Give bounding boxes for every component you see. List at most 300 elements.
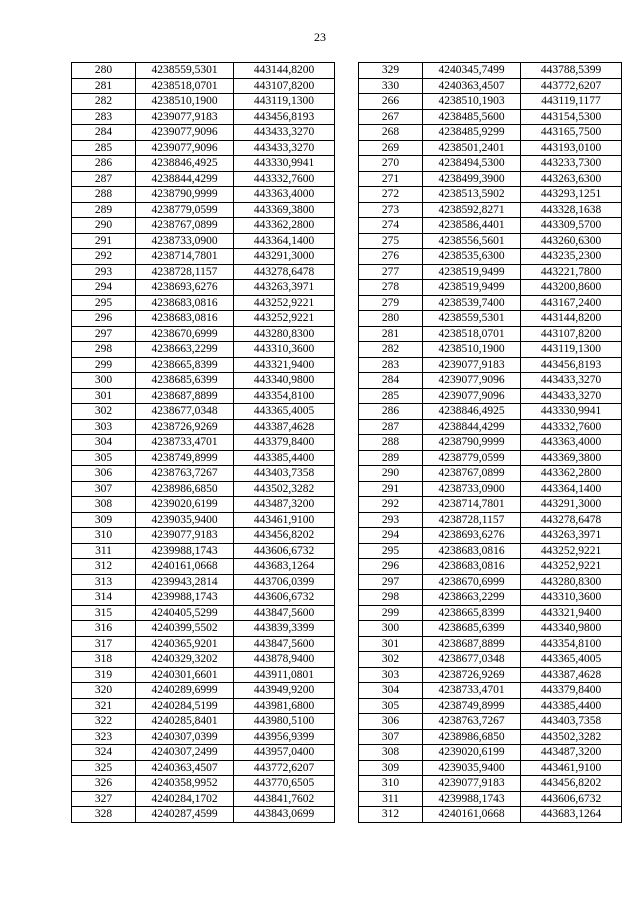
point-number-cell: 308 [72,497,136,513]
x-coordinate-cell: 4239035,9400 [136,512,234,528]
x-coordinate-cell: 4240284,5199 [136,698,234,714]
x-coordinate-cell: 4239077,9183 [423,776,521,792]
y-coordinate-cell: 443772,6207 [234,760,335,776]
table-row [72,94,335,110]
table-row [72,342,335,358]
y-coordinate-cell: 443433,3270 [521,388,622,404]
table-row [359,264,622,280]
point-number-cell: 297 [359,574,423,590]
x-coordinate-cell: 4238846,4925 [136,156,234,172]
point-number-cell: 273 [359,202,423,218]
x-coordinate-cell: 4238779,0599 [136,202,234,218]
x-coordinate-cell: 4238519,9499 [423,264,521,280]
x-coordinate-cell: 4240284,1702 [136,791,234,807]
y-coordinate-cell: 443369,3800 [521,450,622,466]
table-body [72,63,335,823]
point-number-cell: 282 [359,342,423,358]
point-number-cell: 284 [359,373,423,389]
y-coordinate-cell: 443291,3000 [234,249,335,265]
table-row [72,574,335,590]
point-number-cell: 306 [359,714,423,730]
x-coordinate-cell: 4238733,0900 [423,481,521,497]
y-coordinate-cell: 443260,6300 [521,233,622,249]
x-coordinate-cell: 4238687,8899 [136,388,234,404]
point-number-cell: 324 [72,745,136,761]
table-row [72,667,335,683]
page-number: 23 [314,30,326,44]
y-coordinate-cell: 443456,8193 [234,109,335,125]
y-coordinate-cell: 443839,3399 [234,621,335,637]
table-row [72,559,335,575]
table-row [72,311,335,327]
point-number-cell: 326 [72,776,136,792]
table-row [359,636,622,652]
point-number-cell: 316 [72,621,136,637]
table-row [72,233,335,249]
x-coordinate-cell: 4238685,6399 [136,373,234,389]
x-coordinate-cell: 4239035,9400 [423,760,521,776]
x-coordinate-cell: 4240405,5299 [136,605,234,621]
table-body [359,63,622,823]
point-number-cell: 289 [72,202,136,218]
x-coordinate-cell: 4238767,0899 [423,466,521,482]
table-row [359,125,622,141]
y-coordinate-cell: 443461,9100 [521,760,622,776]
y-coordinate-cell: 443403,7358 [234,466,335,482]
table-row [359,419,622,435]
y-coordinate-cell: 443379,8400 [234,435,335,451]
x-coordinate-cell: 4240307,2499 [136,745,234,761]
point-number-cell: 280 [72,63,136,79]
x-coordinate-cell: 4239077,9183 [423,357,521,373]
point-number-cell: 270 [359,156,423,172]
point-number-cell: 301 [359,636,423,652]
x-coordinate-cell: 4238518,0701 [423,326,521,342]
y-coordinate-cell: 443956,9399 [234,729,335,745]
table-row [72,698,335,714]
x-coordinate-cell: 4240285,8401 [136,714,234,730]
x-coordinate-cell: 4238670,6999 [136,326,234,342]
x-coordinate-cell: 4239988,1743 [136,590,234,606]
point-number-cell: 303 [359,667,423,683]
x-coordinate-cell: 4240358,9952 [136,776,234,792]
point-number-cell: 289 [359,450,423,466]
x-coordinate-cell: 4238728,1157 [136,264,234,280]
point-number-cell: 307 [72,481,136,497]
table-row [72,590,335,606]
point-number-cell: 299 [72,357,136,373]
y-coordinate-cell: 443683,1264 [521,807,622,823]
x-coordinate-cell: 4240363,4507 [423,78,521,94]
table-row [72,63,335,79]
table-row [359,714,622,730]
y-coordinate-cell: 443770,6505 [234,776,335,792]
y-coordinate-cell: 443911,0801 [234,667,335,683]
x-coordinate-cell: 4238586,4401 [423,218,521,234]
x-coordinate-cell: 4238683,0816 [136,295,234,311]
y-coordinate-cell: 443200,8600 [521,280,622,296]
x-coordinate-cell: 4238844,4299 [136,171,234,187]
x-coordinate-cell: 4238665,8399 [423,605,521,621]
x-coordinate-cell: 4238535,6300 [423,249,521,265]
table-row [359,683,622,699]
table-row [359,404,622,420]
x-coordinate-cell: 4239077,9096 [136,125,234,141]
point-number-cell: 291 [359,481,423,497]
x-coordinate-cell: 4239020,6199 [423,745,521,761]
table-row [359,326,622,342]
x-coordinate-cell: 4238539,7400 [423,295,521,311]
x-coordinate-cell: 4239077,9096 [136,140,234,156]
x-coordinate-cell: 4240365,9201 [136,636,234,652]
y-coordinate-cell: 443278,6478 [521,512,622,528]
point-number-cell: 318 [72,652,136,668]
y-coordinate-cell: 443362,2800 [234,218,335,234]
point-number-cell: 304 [359,683,423,699]
y-coordinate-cell: 443321,9400 [521,605,622,621]
point-number-cell: 274 [359,218,423,234]
y-coordinate-cell: 443193,0100 [521,140,622,156]
x-coordinate-cell: 4238749,8999 [136,450,234,466]
point-number-cell: 317 [72,636,136,652]
table-row [359,94,622,110]
y-coordinate-cell: 443606,6732 [234,590,335,606]
x-coordinate-cell: 4238779,0599 [423,450,521,466]
x-coordinate-cell: 4238677,0348 [136,404,234,420]
y-coordinate-cell: 443119,1300 [234,94,335,110]
table-row [72,249,335,265]
y-coordinate-cell: 443107,8200 [234,78,335,94]
table-row [72,78,335,94]
x-coordinate-cell: 4238846,4925 [423,404,521,420]
x-coordinate-cell: 4240301,6601 [136,667,234,683]
table-row [359,466,622,482]
y-coordinate-cell: 443280,8300 [521,574,622,590]
point-number-cell: 271 [359,171,423,187]
y-coordinate-cell: 443362,2800 [521,466,622,482]
x-coordinate-cell: 4238683,0816 [136,311,234,327]
y-coordinate-cell: 443107,8200 [521,326,622,342]
x-coordinate-cell: 4240307,0399 [136,729,234,745]
point-number-cell: 309 [359,760,423,776]
point-number-cell: 276 [359,249,423,265]
y-coordinate-cell: 443144,8200 [234,63,335,79]
table-row [359,280,622,296]
y-coordinate-cell: 443847,5600 [234,605,335,621]
y-coordinate-cell: 443456,8202 [521,776,622,792]
point-number-cell: 322 [72,714,136,730]
table-row [359,776,622,792]
y-coordinate-cell: 443878,9400 [234,652,335,668]
y-coordinate-cell: 443706,0399 [234,574,335,590]
table-row [359,109,622,125]
y-coordinate-cell: 443328,1638 [521,202,622,218]
y-coordinate-cell: 443949,9200 [234,683,335,699]
y-coordinate-cell: 443843,0699 [234,807,335,823]
table-row [359,559,622,575]
table-row [72,497,335,513]
point-number-cell: 292 [359,497,423,513]
x-coordinate-cell: 4240287,4599 [136,807,234,823]
y-coordinate-cell: 443461,9100 [234,512,335,528]
table-row [72,760,335,776]
point-number-cell: 304 [72,435,136,451]
x-coordinate-cell: 4238665,8399 [136,357,234,373]
x-coordinate-cell: 4238763,7267 [423,714,521,730]
point-number-cell: 301 [72,388,136,404]
y-coordinate-cell: 443154,5300 [521,109,622,125]
point-number-cell: 310 [72,528,136,544]
point-number-cell: 305 [72,450,136,466]
x-coordinate-cell: 4238726,9269 [423,667,521,683]
point-number-cell: 288 [359,435,423,451]
y-coordinate-cell: 443278,6478 [234,264,335,280]
y-coordinate-cell: 443487,3200 [234,497,335,513]
y-coordinate-cell: 443456,8202 [234,528,335,544]
table-row [72,791,335,807]
table-row [72,419,335,435]
x-coordinate-cell: 4238726,9269 [136,419,234,435]
point-number-cell: 309 [72,512,136,528]
table-row [72,264,335,280]
y-coordinate-cell: 443252,9221 [521,559,622,575]
y-coordinate-cell: 443340,9800 [521,621,622,637]
y-coordinate-cell: 443119,1177 [521,94,622,110]
point-number-cell: 275 [359,233,423,249]
y-coordinate-cell: 443321,9400 [234,357,335,373]
table-row [359,187,622,203]
point-number-cell: 267 [359,109,423,125]
y-coordinate-cell: 443340,9800 [234,373,335,389]
point-number-cell: 296 [72,311,136,327]
table-row [72,125,335,141]
table-row [72,404,335,420]
table-row [359,78,622,94]
y-coordinate-cell: 443387,4628 [234,419,335,435]
table-row [72,450,335,466]
x-coordinate-cell: 4240363,4507 [136,760,234,776]
table-row [72,714,335,730]
point-number-cell: 285 [359,388,423,404]
y-coordinate-cell: 443263,6300 [521,171,622,187]
x-coordinate-cell: 4238687,8899 [423,636,521,652]
y-coordinate-cell: 443788,5399 [521,63,622,79]
y-coordinate-cell: 443363,4000 [234,187,335,203]
point-number-cell: 286 [359,404,423,420]
x-coordinate-cell: 4239077,9183 [136,109,234,125]
y-coordinate-cell: 443293,1251 [521,187,622,203]
y-coordinate-cell: 443364,1400 [234,233,335,249]
table-row [359,497,622,513]
y-coordinate-cell: 443235,2300 [521,249,622,265]
coordinates-table-right [358,62,622,823]
point-number-cell: 319 [72,667,136,683]
point-number-cell: 299 [359,605,423,621]
point-number-cell: 291 [72,233,136,249]
point-number-cell: 292 [72,249,136,265]
point-number-cell: 310 [359,776,423,792]
x-coordinate-cell: 4240161,0668 [423,807,521,823]
coordinates-table-left [71,62,335,823]
x-coordinate-cell: 4238844,4299 [423,419,521,435]
point-number-cell: 290 [72,218,136,234]
x-coordinate-cell: 4238670,6999 [423,574,521,590]
y-coordinate-cell: 443354,8100 [521,636,622,652]
y-coordinate-cell: 443165,7500 [521,125,622,141]
point-number-cell: 327 [72,791,136,807]
point-number-cell: 312 [359,807,423,823]
x-coordinate-cell: 4238693,6276 [423,528,521,544]
x-coordinate-cell: 4240345,7499 [423,63,521,79]
y-coordinate-cell: 443385,4400 [234,450,335,466]
point-number-cell: 323 [72,729,136,745]
point-number-cell: 320 [72,683,136,699]
x-coordinate-cell: 4240399,5502 [136,621,234,637]
point-number-cell: 295 [359,543,423,559]
y-coordinate-cell: 443456,8193 [521,357,622,373]
y-coordinate-cell: 443291,3000 [521,497,622,513]
x-coordinate-cell: 4238518,0701 [136,78,234,94]
table-row [72,807,335,823]
table-row [72,326,335,342]
table-row [359,481,622,497]
point-number-cell: 295 [72,295,136,311]
table-row [72,171,335,187]
y-coordinate-cell: 443354,8100 [234,388,335,404]
x-coordinate-cell: 4238986,6850 [136,481,234,497]
x-coordinate-cell: 4238556,5601 [423,233,521,249]
table-row [72,156,335,172]
y-coordinate-cell: 443364,1400 [521,481,622,497]
point-number-cell: 278 [359,280,423,296]
x-coordinate-cell: 4238683,0816 [423,559,521,575]
y-coordinate-cell: 443365,4005 [521,652,622,668]
x-coordinate-cell: 4238986,6850 [423,729,521,745]
point-number-cell: 288 [72,187,136,203]
point-number-cell: 303 [72,419,136,435]
table-row [359,202,622,218]
table-row [359,156,622,172]
x-coordinate-cell: 4238559,5301 [136,63,234,79]
y-coordinate-cell: 443365,4005 [234,404,335,420]
x-coordinate-cell: 4238790,9999 [136,187,234,203]
point-number-cell: 281 [72,78,136,94]
point-number-cell: 266 [359,94,423,110]
y-coordinate-cell: 443252,9221 [234,311,335,327]
x-coordinate-cell: 4238733,0900 [136,233,234,249]
table-row [72,218,335,234]
table-row [72,109,335,125]
point-number-cell: 300 [359,621,423,637]
point-number-cell: 315 [72,605,136,621]
table-row [72,512,335,528]
point-number-cell: 279 [359,295,423,311]
x-coordinate-cell: 4238510,1900 [136,94,234,110]
table-row [359,63,622,79]
point-number-cell: 329 [359,63,423,79]
table-row [359,698,622,714]
table-row [359,621,622,637]
x-coordinate-cell: 4238749,8999 [423,698,521,714]
point-number-cell: 277 [359,264,423,280]
table-row [359,760,622,776]
table-row [72,729,335,745]
x-coordinate-cell: 4238501,2401 [423,140,521,156]
point-number-cell: 300 [72,373,136,389]
table-row [359,388,622,404]
x-coordinate-cell: 4238733,4701 [136,435,234,451]
x-coordinate-cell: 4238790,9999 [423,435,521,451]
table-row [72,605,335,621]
table-row [359,667,622,683]
table-row [359,745,622,761]
table-row [72,745,335,761]
y-coordinate-cell: 443379,8400 [521,683,622,699]
x-coordinate-cell: 4238559,5301 [423,311,521,327]
y-coordinate-cell: 443330,9941 [234,156,335,172]
y-coordinate-cell: 443119,1300 [521,342,622,358]
y-coordinate-cell: 443772,6207 [521,78,622,94]
y-coordinate-cell: 443310,3600 [521,590,622,606]
x-coordinate-cell: 4238767,0899 [136,218,234,234]
table-row [72,357,335,373]
table-row [72,435,335,451]
x-coordinate-cell: 4238677,0348 [423,652,521,668]
table-row [72,373,335,389]
y-coordinate-cell: 443433,3270 [234,125,335,141]
point-number-cell: 293 [72,264,136,280]
x-coordinate-cell: 4239020,6199 [136,497,234,513]
y-coordinate-cell: 443980,5100 [234,714,335,730]
point-number-cell: 282 [72,94,136,110]
point-number-cell: 283 [359,357,423,373]
y-coordinate-cell: 443433,3270 [234,140,335,156]
table-row [72,528,335,544]
x-coordinate-cell: 4238592,8271 [423,202,521,218]
y-coordinate-cell: 443403,7358 [521,714,622,730]
y-coordinate-cell: 443363,4000 [521,435,622,451]
table-row [359,218,622,234]
x-coordinate-cell: 4238499,3900 [423,171,521,187]
y-coordinate-cell: 443387,4628 [521,667,622,683]
y-coordinate-cell: 443981,6800 [234,698,335,714]
table-row [359,807,622,823]
table-row [72,776,335,792]
x-coordinate-cell: 4238733,4701 [423,683,521,699]
point-number-cell: 328 [72,807,136,823]
table-row [72,466,335,482]
point-number-cell: 283 [72,109,136,125]
x-coordinate-cell: 4238519,9499 [423,280,521,296]
table-row [359,171,622,187]
table-row [359,233,622,249]
point-number-cell: 325 [72,760,136,776]
x-coordinate-cell: 4238485,5600 [423,109,521,125]
point-number-cell: 306 [72,466,136,482]
y-coordinate-cell: 443385,4400 [521,698,622,714]
point-number-cell: 281 [359,326,423,342]
y-coordinate-cell: 443332,7600 [234,171,335,187]
table-row [72,621,335,637]
point-number-cell: 321 [72,698,136,714]
point-number-cell: 294 [72,280,136,296]
table-row [359,450,622,466]
x-coordinate-cell: 4238763,7267 [136,466,234,482]
y-coordinate-cell: 443847,5600 [234,636,335,652]
x-coordinate-cell: 4240289,6999 [136,683,234,699]
x-coordinate-cell: 4239077,9183 [136,528,234,544]
x-coordinate-cell: 4238510,1903 [423,94,521,110]
